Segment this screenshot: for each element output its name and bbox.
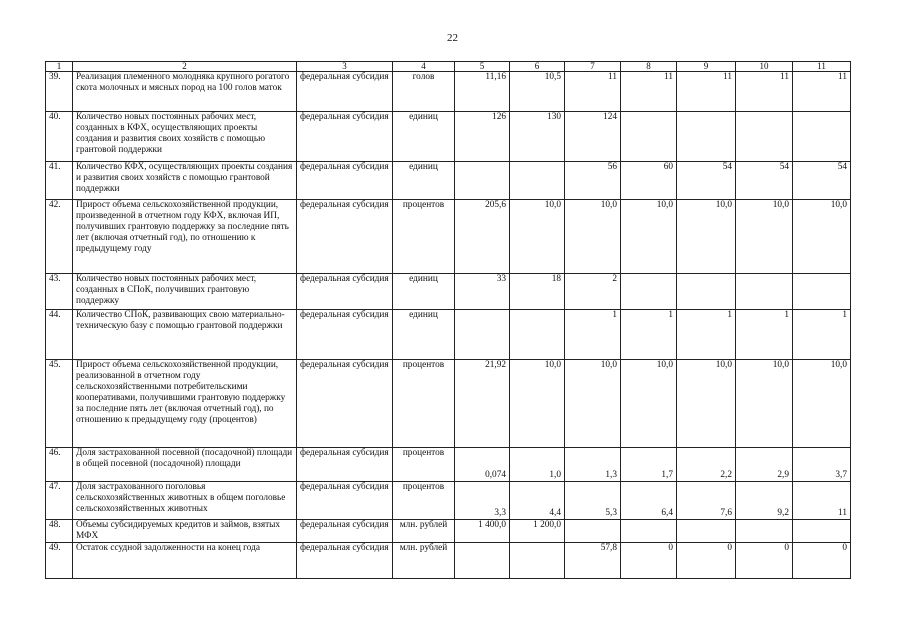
- indicator-name: Остаток ссудной задолженности на конец года: [73, 543, 297, 579]
- table-row: [46, 274, 851, 310]
- value-cell: [621, 520, 677, 543]
- value-cell: [793, 112, 851, 162]
- unit-of-measure: процентов: [393, 360, 455, 448]
- value-cell: 126: [455, 112, 510, 162]
- funding-source: федеральная субсидия: [297, 482, 393, 520]
- table-row: [46, 72, 851, 112]
- value-cell: 2: [565, 274, 621, 310]
- value-cell: 1: [793, 310, 851, 360]
- funding-source: федеральная субсидия: [297, 448, 393, 482]
- value-cell: 21,92: [455, 360, 510, 448]
- value-cell: [736, 274, 793, 310]
- row-number: 47.: [46, 482, 73, 520]
- value-cell: [793, 520, 851, 543]
- value-cell: 10,0: [736, 200, 793, 274]
- funding-source: федеральная субсидия: [297, 112, 393, 162]
- column-number-2: 2: [73, 62, 297, 72]
- indicator-name: Количество новых постоянных рабочих мест, созданных в КФХ, осуществляющих проекты создания и развития своих хозяйств с помощью грантовой поддержки: [73, 112, 297, 162]
- indicator-name: Доля застрахованного поголовья сельскохозяйственных животных в общем поголовье сельскохозяйственных животных: [73, 482, 297, 520]
- row-number: 49.: [46, 543, 73, 579]
- unit-of-measure: млн. рублей: [393, 520, 455, 543]
- value-cell: 1: [677, 310, 736, 360]
- column-number-8: 8: [621, 62, 677, 72]
- column-number-4: 4: [393, 62, 455, 72]
- row-number: 42.: [46, 200, 73, 274]
- indicator-name: Доля застрахованной посевной (посадочной) площади в общей посевной (посадочной) площади: [73, 448, 297, 482]
- value-cell: [510, 162, 565, 200]
- value-cell: 4,4: [510, 482, 565, 520]
- value-cell: 11: [736, 72, 793, 112]
- value-cell: 1 400,0: [455, 520, 510, 543]
- row-number: 45.: [46, 360, 73, 448]
- value-cell: 10,0: [677, 360, 736, 448]
- indicator-name: Прирост объема сельскохозяйственной продукции, произведенной в отчетном году КФХ, включая ИП, получивших грантовую поддержку за последние пять лет (включая отчетный год), по отношению к предыдущему году: [73, 200, 297, 274]
- page-number: 22: [447, 32, 458, 44]
- column-number-11: 11: [793, 62, 851, 72]
- unit-of-measure: голов: [393, 72, 455, 112]
- indicator-name: Количество КФХ, осуществляющих проекты создания и развития своих хозяйств с помощью грантовой поддержки: [73, 162, 297, 200]
- value-cell: [510, 543, 565, 579]
- unit-of-measure: единиц: [393, 162, 455, 200]
- table-row: [46, 543, 851, 579]
- indicators-table: [45, 61, 851, 579]
- value-cell: 11: [793, 72, 851, 112]
- unit-of-measure: млн. рублей: [393, 543, 455, 579]
- value-cell: 6,4: [621, 482, 677, 520]
- value-cell: [677, 112, 736, 162]
- column-number-7: 7: [565, 62, 621, 72]
- column-number-10: 10: [736, 62, 793, 72]
- value-cell: 10,0: [793, 200, 851, 274]
- value-cell: 2,9: [736, 448, 793, 482]
- value-cell: 7,6: [677, 482, 736, 520]
- value-cell: 60: [621, 162, 677, 200]
- funding-source: федеральная субсидия: [297, 360, 393, 448]
- value-cell: 10,0: [621, 200, 677, 274]
- value-cell: [793, 274, 851, 310]
- row-number: 46.: [46, 448, 73, 482]
- value-cell: [736, 520, 793, 543]
- value-cell: 10,0: [677, 200, 736, 274]
- unit-of-measure: процентов: [393, 448, 455, 482]
- value-cell: 1 200,0: [510, 520, 565, 543]
- value-cell: 1,7: [621, 448, 677, 482]
- column-number-row: [46, 62, 851, 72]
- funding-source: федеральная субсидия: [297, 274, 393, 310]
- indicator-name: Количество новых постоянных рабочих мест, созданных в СПоК, получивших грантовую поддержку: [73, 274, 297, 310]
- row-number: 48.: [46, 520, 73, 543]
- table-row: [46, 482, 851, 520]
- value-cell: 10,5: [510, 72, 565, 112]
- value-cell: [677, 274, 736, 310]
- row-number: 43.: [46, 274, 73, 310]
- column-number-9: 9: [677, 62, 736, 72]
- value-cell: [455, 543, 510, 579]
- column-number-3: 3: [297, 62, 393, 72]
- value-cell: 11,16: [455, 72, 510, 112]
- table-row: [46, 360, 851, 448]
- value-cell: [621, 112, 677, 162]
- funding-source: федеральная субсидия: [297, 162, 393, 200]
- value-cell: 0: [677, 543, 736, 579]
- value-cell: 11: [793, 482, 851, 520]
- value-cell: 18: [510, 274, 565, 310]
- value-cell: 5,3: [565, 482, 621, 520]
- row-number: 41.: [46, 162, 73, 200]
- value-cell: 130: [510, 112, 565, 162]
- value-cell: 54: [736, 162, 793, 200]
- table-row: [46, 520, 851, 543]
- value-cell: [455, 162, 510, 200]
- value-cell: 9,2: [736, 482, 793, 520]
- funding-source: федеральная субсидия: [297, 310, 393, 360]
- table-row: [46, 200, 851, 274]
- value-cell: 10,0: [565, 200, 621, 274]
- value-cell: 0: [621, 543, 677, 579]
- unit-of-measure: единиц: [393, 274, 455, 310]
- column-number-1: 1: [46, 62, 73, 72]
- value-cell: 10,0: [565, 360, 621, 448]
- row-number: 39.: [46, 72, 73, 112]
- unit-of-measure: единиц: [393, 112, 455, 162]
- value-cell: 11: [677, 72, 736, 112]
- value-cell: 1,0: [510, 448, 565, 482]
- table-row: [46, 448, 851, 482]
- value-cell: 33: [455, 274, 510, 310]
- value-cell: [736, 112, 793, 162]
- value-cell: 124: [565, 112, 621, 162]
- value-cell: 1: [736, 310, 793, 360]
- value-cell: 10,0: [510, 360, 565, 448]
- unit-of-measure: единиц: [393, 310, 455, 360]
- value-cell: 10,0: [510, 200, 565, 274]
- column-number-5: 5: [455, 62, 510, 72]
- indicator-name: Объемы субсидируемых кредитов и займов, взятых МФХ: [73, 520, 297, 543]
- row-number: 40.: [46, 112, 73, 162]
- value-cell: [677, 520, 736, 543]
- value-cell: 54: [677, 162, 736, 200]
- unit-of-measure: процентов: [393, 200, 455, 274]
- funding-source: федеральная субсидия: [297, 72, 393, 112]
- value-cell: 56: [565, 162, 621, 200]
- indicator-name: Прирост объема сельскохозяйственной продукции, реализованной в отчетном году сельскохозяйственными потребительскими кооперативами, получившими грантовую поддержку за последние пять лет (включая отчетный год), по отношению к предыдущему году (процентов): [73, 360, 297, 448]
- value-cell: 11: [621, 72, 677, 112]
- value-cell: 1,3: [565, 448, 621, 482]
- value-cell: 3,3: [455, 482, 510, 520]
- value-cell: 57,8: [565, 543, 621, 579]
- table-row: [46, 162, 851, 200]
- value-cell: 11: [565, 72, 621, 112]
- value-cell: [621, 274, 677, 310]
- value-cell: 0: [793, 543, 851, 579]
- table-row: [46, 310, 851, 360]
- value-cell: [455, 310, 510, 360]
- value-cell: 1: [621, 310, 677, 360]
- value-cell: 0,074: [455, 448, 510, 482]
- value-cell: [565, 520, 621, 543]
- table-row: [46, 112, 851, 162]
- unit-of-measure: процентов: [393, 482, 455, 520]
- funding-source: федеральная субсидия: [297, 543, 393, 579]
- value-cell: 205,6: [455, 200, 510, 274]
- row-number: 44.: [46, 310, 73, 360]
- funding-source: федеральная субсидия: [297, 520, 393, 543]
- funding-source: федеральная субсидия: [297, 200, 393, 274]
- indicator-name: Реализация племенного молодняка крупного рогатого скота молочных и мясных пород на 100 голов маток: [73, 72, 297, 112]
- value-cell: 3,7: [793, 448, 851, 482]
- value-cell: 2,2: [677, 448, 736, 482]
- value-cell: 0: [736, 543, 793, 579]
- indicator-name: Количество СПоК, развивающих свою материально-техническую базу с помощью грантовой поддержки: [73, 310, 297, 360]
- value-cell: 1: [565, 310, 621, 360]
- value-cell: 10,0: [621, 360, 677, 448]
- value-cell: 10,0: [736, 360, 793, 448]
- value-cell: 54: [793, 162, 851, 200]
- value-cell: [510, 310, 565, 360]
- column-number-6: 6: [510, 62, 565, 72]
- value-cell: 10,0: [793, 360, 851, 448]
